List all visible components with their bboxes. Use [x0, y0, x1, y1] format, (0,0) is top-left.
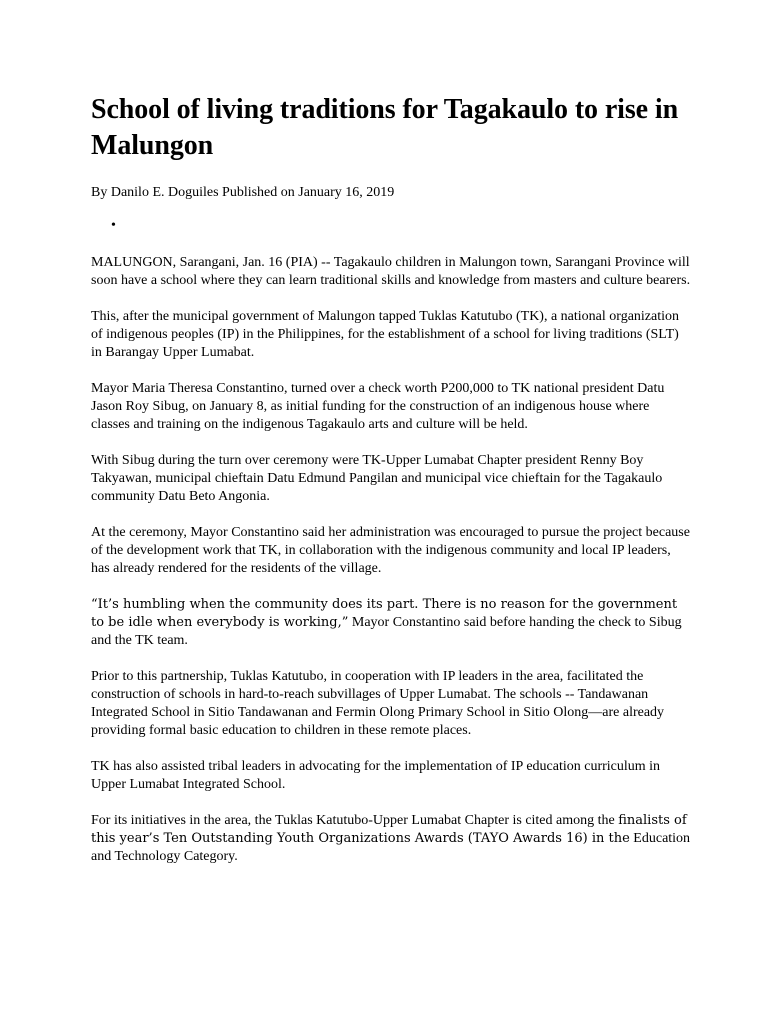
quote-paragraph — [91, 596, 691, 650]
article-title: School of living traditions for Tagakaulo to rise in Malungon — [91, 94, 679, 161]
paragraph-5: At the ceremony, Mayor Constantino said her administration was encouraged to pursue the project because of the development work that TK, in collaboration with the indigenous community and local IP leaders, has already rendered for the residents of the village. — [91, 525, 690, 576]
paragraph-2: This, after the municipal government of Malungon tapped Tuklas Katutubo (TK), a national organization of indigenous peoples (IP) in the Philippines, for the establishment of a school for living traditions (SLT) in Barangay Upper Lumabat. — [91, 309, 679, 360]
closing-paragraph — [91, 812, 691, 866]
empty-bullet-list — [91, 216, 691, 236]
article — [91, 92, 691, 866]
paragraph-4: With Sibug during the turn over ceremony were TK-Upper Lumabat Chapter president Renny Boy Takyawan, municipal chieftain Datu Edmund Pangilan and municipal vice chieftain for the Tagakaulo community Datu Beto Angonia. — [91, 453, 663, 504]
bullet-marker: • — [111, 218, 116, 233]
quote-attribution: Mayor Constantino said before handing the check to Sibug and the TK team. — [91, 615, 682, 648]
closing-finalists: finalists of this year’s Ten Outstanding Youth Organizations Awards (TAYO Awards 16) in the — [91, 813, 687, 846]
paragraph-6: Prior to this partnership, Tuklas Katutubo, in cooperation with IP leaders in the area, facilitated the construction of schools in hard-to-reach subvillages of Upper Lumabat. The schools -- Tandawanan Integrated School in Sitio Tandawanan and Fermin Olong Primary School in Sitio Olong—are already providing formal basic education to children in these remote places. — [91, 669, 665, 738]
article-byline: By Danilo E. Doguiles Published on January 16, 2019 — [91, 185, 395, 200]
paragraph-1: MALUNGON, Sarangani, Jan. 16 (PIA) -- Tagakaulo children in Malungon town, Sarangani Province will soon have a school where they can learn traditional skills and knowledge from masters and culture bearers. — [91, 255, 691, 288]
quote-text: “It’s humbling when the community does its part. There is no reason for the government to be idle when everybody is working,” — [91, 597, 678, 630]
closing-start: For its initiatives in the area, the Tuklas Katutubo-Upper Lumabat Chapter is cited among the — [91, 813, 619, 828]
paragraph-7: TK has also assisted tribal leaders in advocating for the implementation of IP education curriculum in Upper Lumabat Integrated School. — [91, 759, 661, 792]
paragraph-3: Mayor Maria Theresa Constantino, turned over a check worth P200,000 to TK national president Datu Jason Roy Sibug, on January 8, as initial funding for the construction of an indigenous house where classes and training on the indigenous Tagakaulo arts and culture will be held. — [91, 381, 665, 432]
closing-end: Education and Technology Category. — [91, 831, 691, 864]
